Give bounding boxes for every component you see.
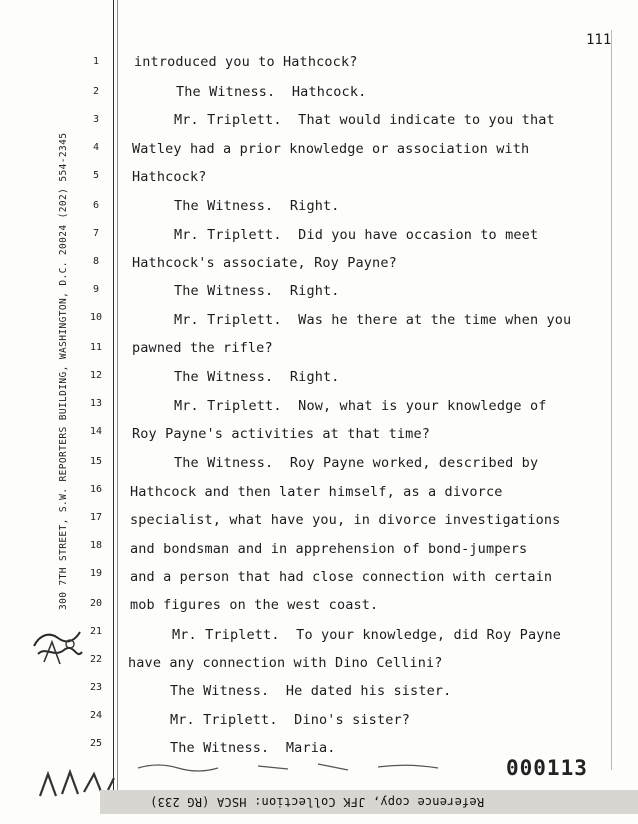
page-number: 111	[586, 32, 612, 48]
line-number: 19	[89, 568, 103, 579]
transcript-line: The Witness. Maria.	[170, 740, 336, 756]
right-margin-rule	[611, 30, 612, 770]
line-number: 7	[92, 228, 100, 239]
line-number: 15	[89, 456, 103, 467]
left-margin-rule	[113, 0, 114, 790]
line-number: 1	[92, 56, 100, 67]
line-number: 22	[89, 654, 103, 665]
transcript-line: Mr. Triplett. Did you have occasion to meet	[174, 227, 539, 243]
transcript-line: have any connection with Dino Cellini?	[128, 655, 443, 671]
line-number: 14	[89, 426, 103, 437]
document-id-number: 000113	[506, 756, 588, 780]
scan-noise	[118, 760, 488, 774]
transcript-line: Mr. Triplett. Dino's sister?	[170, 712, 411, 728]
transcript-line: The Witness. He dated his sister.	[170, 683, 452, 699]
line-number: 21	[89, 626, 103, 637]
line-number: 9	[92, 284, 100, 295]
transcript-line: The Witness. Right.	[174, 283, 340, 299]
handwritten-mark-icon	[30, 624, 86, 668]
line-number: 16	[89, 484, 103, 495]
line-number: 23	[89, 682, 103, 693]
transcript-line: The Witness. Roy Payne worked, described by	[174, 455, 539, 471]
line-number: 2	[92, 86, 100, 97]
line-number: 17	[89, 512, 103, 523]
transcript-line: Mr. Triplett. Was he there at the time when you	[174, 312, 572, 328]
transcript-line: introduced you to Hathcock?	[134, 54, 358, 70]
line-number: 25	[89, 738, 103, 749]
line-number: 8	[92, 256, 100, 267]
line-number: 4	[92, 142, 100, 153]
transcript-line: Roy Payne's activities at that time?	[132, 426, 430, 442]
reporter-address: 300 7TH STREET, S.W. REPORTERS BUILDING, WASHINGTON, D.C. 20024 (202) 554-2345	[58, 132, 69, 610]
line-number: 11	[89, 342, 103, 353]
transcript-line: Hathcock's associate, Roy Payne?	[132, 255, 397, 271]
line-number: 13	[89, 398, 103, 409]
transcript-line: and bondsman and in apprehension of bond-jumpers	[130, 541, 528, 557]
transcript-line: and a person that had close connection with certain	[130, 569, 553, 585]
line-number: 20	[89, 598, 103, 609]
transcript-line: Watley had a prior knowledge or association with	[132, 141, 530, 157]
line-number: 3	[92, 114, 100, 125]
line-number: 10	[89, 312, 103, 323]
line-number: 5	[92, 170, 100, 181]
line-number: 6	[92, 200, 100, 211]
line-number: 12	[89, 370, 103, 381]
transcript-line: specialist, what have you, in divorce investigations	[130, 512, 561, 528]
transcript-line: Hathcock?	[132, 169, 207, 185]
transcript-line: Mr. Triplett. Now, what is your knowledge of	[174, 398, 547, 414]
transcript-line: The Witness. Right.	[174, 369, 340, 385]
transcript-line: pawned the rifle?	[132, 340, 273, 356]
line-number: 24	[89, 710, 103, 721]
transcript-line: Hathcock and then later himself, as a divorce	[130, 484, 503, 500]
line-number: 18	[89, 540, 103, 551]
transcript-line: Mr. Triplett. To your knowledge, did Roy Payne	[172, 627, 562, 643]
reference-label: Reference copy, JFK Collection: HSCA (RG 233)	[150, 795, 485, 809]
transcript-line: Mr. Triplett. That would indicate to you that	[174, 112, 555, 128]
transcript-line: mob figures on the west coast.	[130, 597, 379, 613]
left-margin-rule-inner	[117, 0, 118, 790]
transcript-line: The Witness. Right.	[174, 198, 340, 214]
transcript-line: The Witness. Hathcock.	[176, 84, 367, 100]
